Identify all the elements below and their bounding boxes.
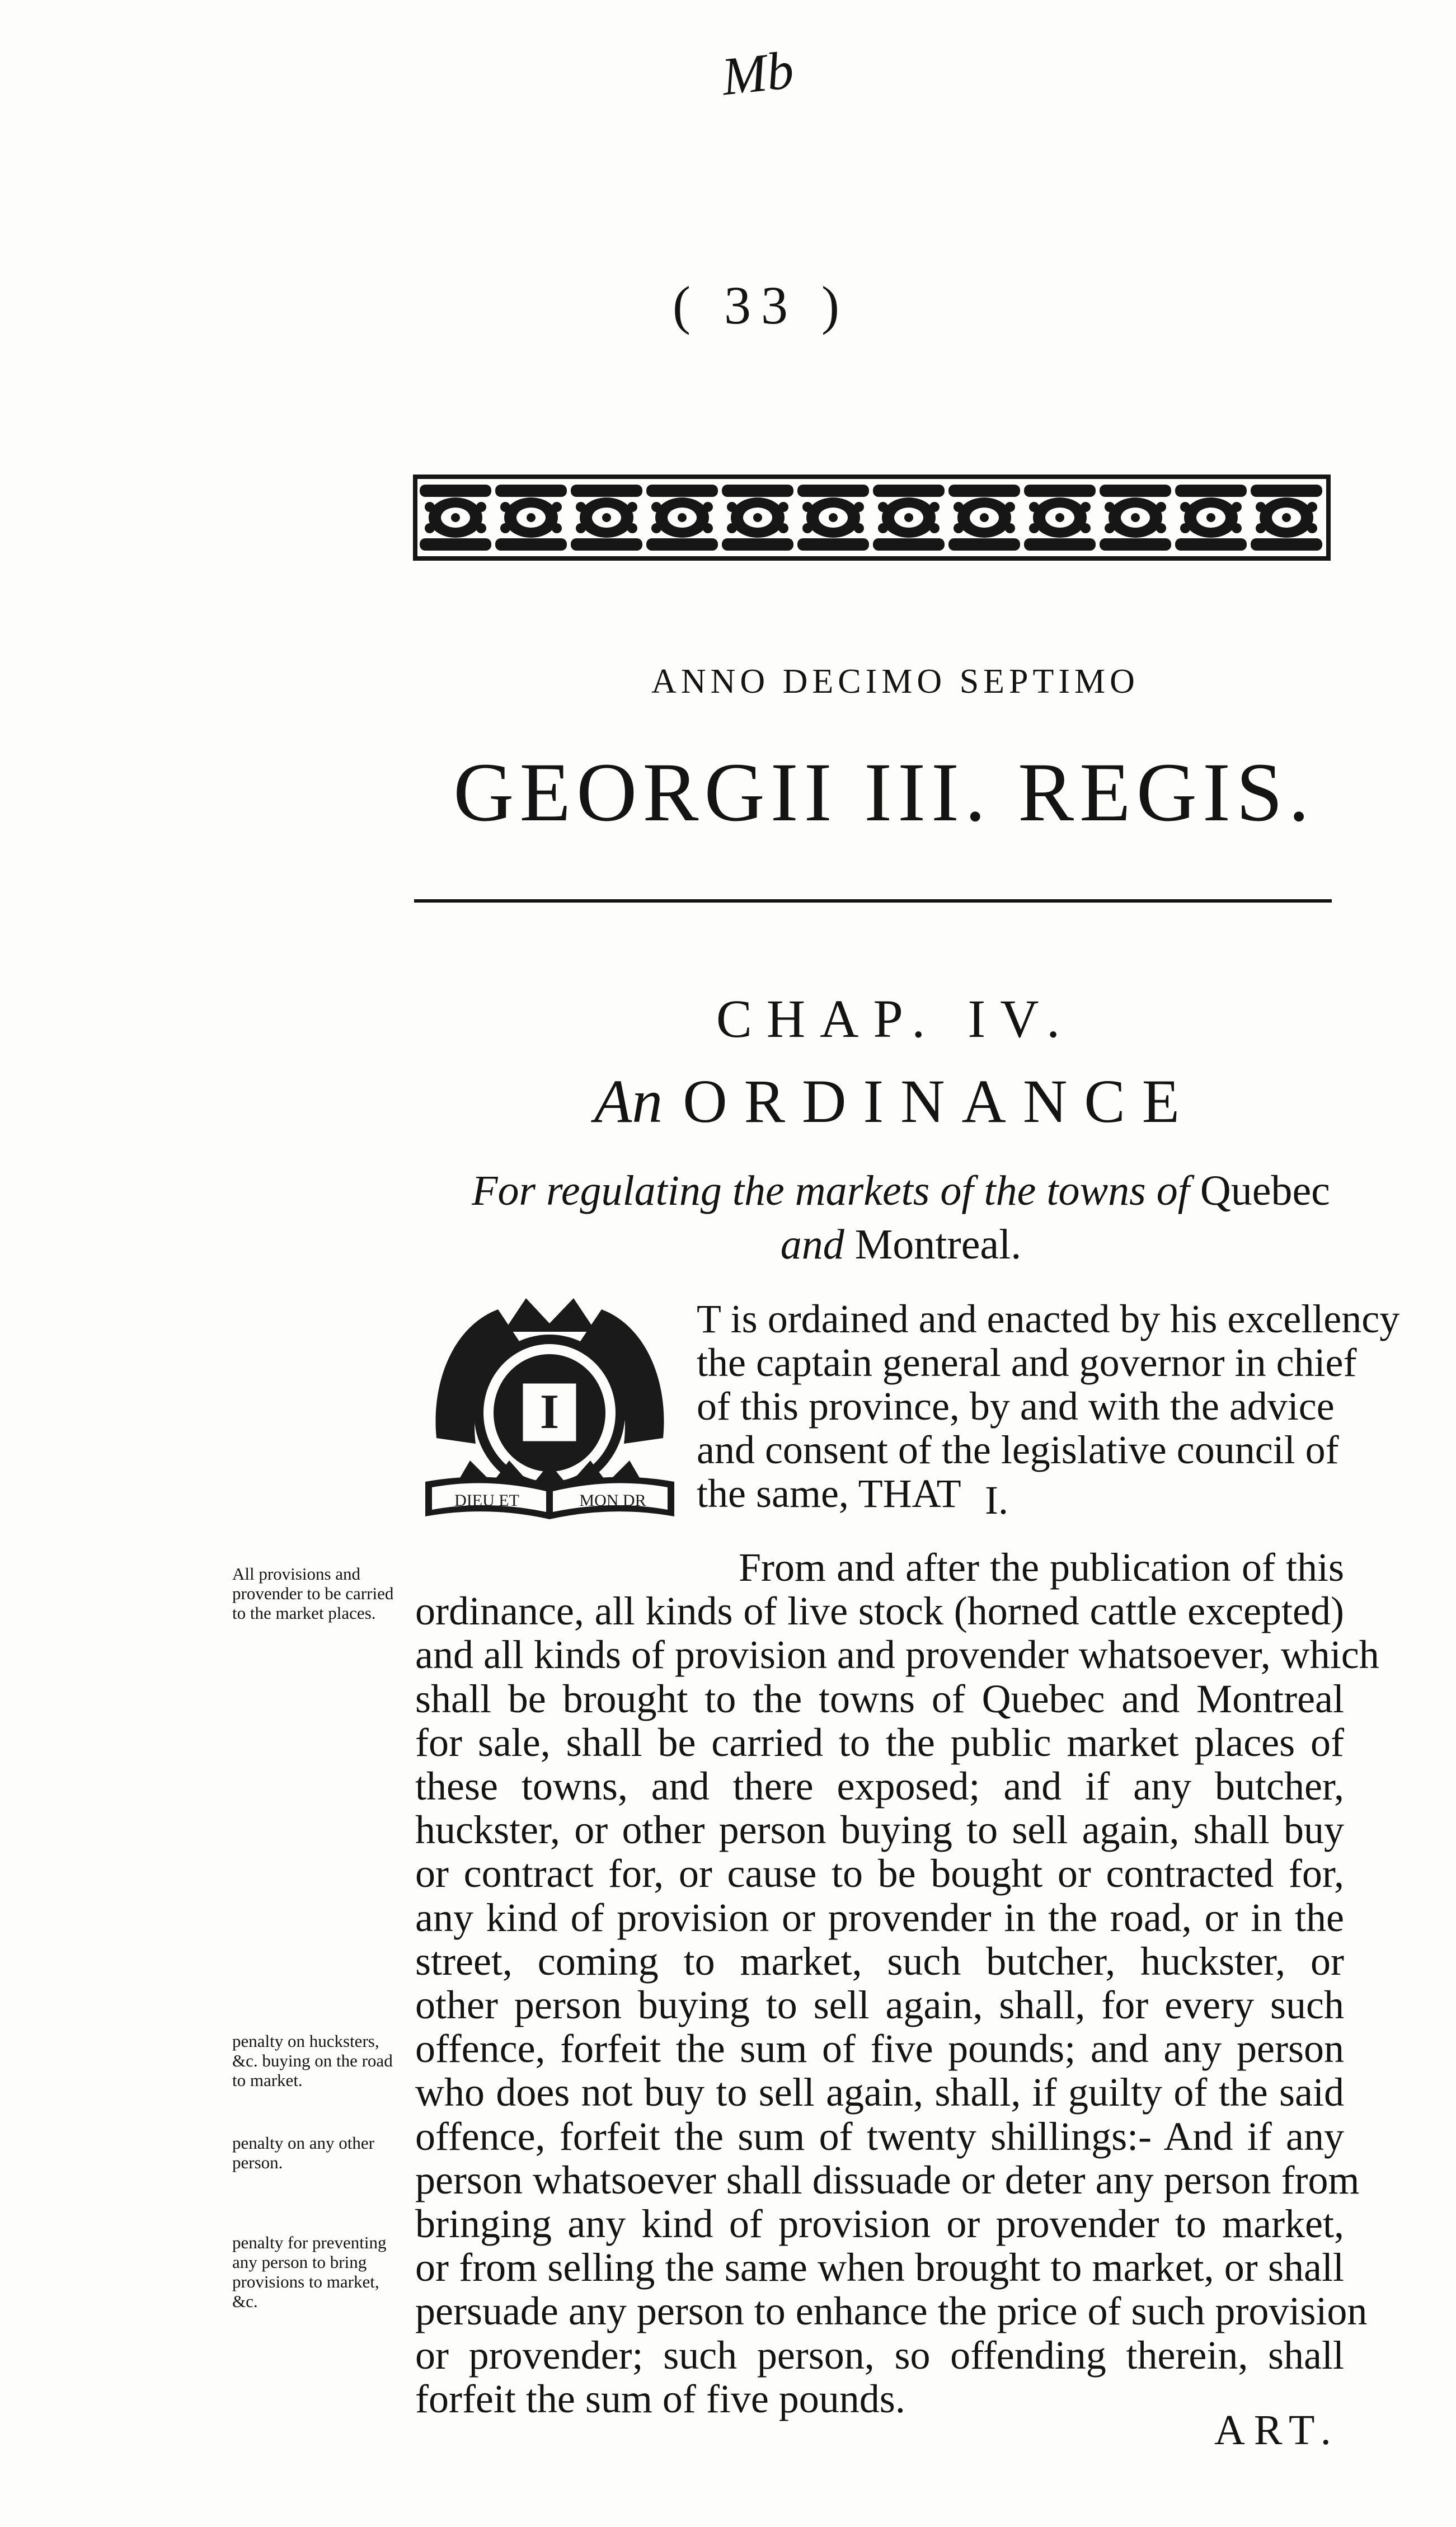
ordinance-body bbox=[415, 1545, 1379, 2421]
ordinance-word: ORDINANCE bbox=[683, 1067, 1196, 1135]
body-line: From and after the publication of this bbox=[739, 1545, 1344, 1590]
body-line: and all kinds of provision and provender whatsoever, which bbox=[415, 1632, 1379, 1678]
ordinance-prefix: An bbox=[594, 1067, 663, 1135]
section-number: I. bbox=[985, 1478, 1008, 1523]
initial-letter: I bbox=[539, 1385, 560, 1439]
body-line: person whatsoever shall dissuade or deter any person from bbox=[415, 2157, 1360, 2202]
body-line: any kind of provision or provender in the road, or in the bbox=[415, 1895, 1344, 1940]
chapter-heading: CHAP. IV. bbox=[716, 989, 1075, 1049]
body-line: forfeit the sum of five pounds. bbox=[415, 2376, 905, 2421]
margin-note: All provisions and provender to be carried to the market places. bbox=[232, 1564, 394, 1623]
ordinance-heading bbox=[476, 1066, 1315, 1137]
intro-line: the same, THAT bbox=[697, 1471, 961, 1516]
motto-left: DIEU ET bbox=[454, 1491, 519, 1510]
body-line: persuade any person to enhance the price of such provision bbox=[415, 2289, 1368, 2334]
regnal-title: GEORGII III. REGIS. bbox=[453, 746, 1315, 839]
body-line: these towns, and there exposed; and if any butcher, bbox=[415, 1764, 1344, 1809]
body-line: shall be brought to the towns of Quebec and Montreal bbox=[415, 1676, 1344, 1721]
body-line: other person buying to sell again, shall, for every such bbox=[415, 1983, 1344, 2028]
intro-line: and consent of the legislative council of bbox=[697, 1427, 1339, 1472]
intro-line: T is ordained and enacted by his excellency bbox=[697, 1297, 1400, 1341]
body-line: ordinance, all kinds of live stock (horned cattle excepted) bbox=[415, 1589, 1344, 1634]
body-line: or contract for, or cause to be bought or contracted for, bbox=[415, 1851, 1344, 1896]
body-line: for sale, shall be carried to the public market places of bbox=[415, 1720, 1344, 1765]
body-line: offence, forfeit the sum of five pounds; and any person bbox=[415, 2026, 1344, 2072]
ornamental-border bbox=[407, 464, 1336, 571]
intro-line: the captain general and governor in chief bbox=[697, 1340, 1357, 1385]
body-line: huckster, or other person buying to sell again, shall buy bbox=[415, 1807, 1344, 1853]
motto-right: MON DR bbox=[579, 1491, 646, 1510]
subtitle-roman-2: Montreal. bbox=[854, 1221, 1022, 1268]
subtitle-roman-1: Quebec bbox=[1200, 1167, 1330, 1214]
body-line: bringing any kind of provision or provender to market, bbox=[415, 2201, 1344, 2247]
subtitle-italic-2: and bbox=[780, 1221, 844, 1268]
body-line: offence, forfeit the sum of twenty shillings:- And if any bbox=[415, 2113, 1344, 2159]
handwritten-annotation: Mb bbox=[718, 39, 797, 107]
decorated-initial bbox=[420, 1293, 680, 1525]
intro-line: of this province, by and with the advice bbox=[697, 1384, 1335, 1429]
ordinance-subtitle bbox=[408, 1164, 1393, 1271]
title-rule bbox=[414, 899, 1332, 903]
margin-note: penalty on hucksters, &c. buying on the road to market. bbox=[232, 2031, 393, 2090]
anno-line: ANNO DECIMO SEPTIMO bbox=[651, 663, 1139, 701]
body-line: who does not buy to sell again, shall, if guilty of the said bbox=[415, 2070, 1344, 2115]
catchword: ART. bbox=[1214, 2407, 1340, 2454]
body-line: street, coming to market, such butcher, huckster, or bbox=[415, 1938, 1344, 1984]
body-line: or from selling the same when brought to market, or shall bbox=[415, 2245, 1344, 2290]
body-line: or provender; such person, so offending therein, shall bbox=[415, 2332, 1344, 2378]
page-number: ( 33 ) bbox=[673, 275, 849, 335]
subtitle-italic-1: For regulating the markets of the towns of bbox=[472, 1167, 1190, 1214]
margin-note: penalty for preventing any person to bring provisions to market, &c. bbox=[232, 2233, 387, 2311]
margin-note: penalty on any other person. bbox=[232, 2133, 374, 2172]
intro-paragraph bbox=[697, 1297, 1400, 1516]
